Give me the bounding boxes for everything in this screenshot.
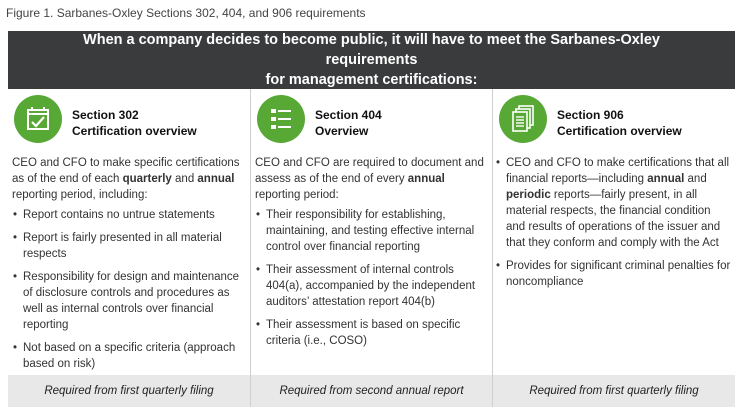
requirement-footer: Required from second annual report <box>251 375 492 407</box>
section-subtitle: Certification overview <box>72 124 197 138</box>
checkbox-calendar-icon <box>14 95 62 143</box>
bullet-list <box>495 155 731 290</box>
section-body <box>12 155 242 379</box>
section-subtitle: Certification overview <box>557 124 682 138</box>
section-title <box>315 107 382 139</box>
bullet-item <box>495 258 731 290</box>
header-banner <box>8 31 735 89</box>
bullet-item <box>12 230 242 262</box>
intro-paragraph <box>12 155 242 203</box>
text-run: Their assessment of internal controls 404(a), accompanied by the independent auditors’ attestation report 404(b) <box>266 264 476 308</box>
section-number: Section 906 <box>557 108 624 122</box>
banner-line-1: When a company decides to become public, it will have to meet the Sarbanes-Oxley requirements <box>83 32 660 68</box>
section-subtitle: Overview <box>315 124 369 138</box>
intro-paragraph <box>255 155 485 203</box>
figure-caption: Figure 1. Sarbanes-Oxley Sections 302, 404, and 906 requirements <box>6 6 366 20</box>
text-run: Not based on a specific criteria (approach based on risk) <box>23 342 236 370</box>
requirement-footer: Required from first quarterly filing <box>493 375 735 407</box>
text-run: CEO and CFO are required to document and assess as of the end of every <box>255 157 484 185</box>
section-body <box>495 155 731 297</box>
text-run: Their responsibility for establishing, maintaining, and testing effective internal control over financial reporting <box>266 209 475 253</box>
text-run: Their assessment is based on specific criteria (i.e., COSO) <box>266 319 461 347</box>
section-title <box>72 107 197 139</box>
bullet-item <box>255 262 485 310</box>
text-run: CEO and CFO to make certifications that all financial reports—including <box>506 157 730 185</box>
bullet-list <box>12 207 242 372</box>
section-body <box>255 155 485 356</box>
banner-line-2: for management certifications: <box>265 72 478 88</box>
text-run: and <box>171 173 198 185</box>
section-906-column <box>492 89 735 407</box>
text-run: reporting period, including: <box>12 189 148 201</box>
text-run: Report contains no untrue statements <box>23 209 215 221</box>
bullet-item <box>255 207 485 255</box>
bullet-item <box>495 155 731 251</box>
bullet-list <box>255 207 485 349</box>
text-run: Report is fairly presented in all material respects <box>23 232 222 260</box>
banner-text <box>52 30 692 90</box>
section-number: Section 404 <box>315 108 382 122</box>
text-run: Responsibility for design and maintenance of disclosure controls and procedures as well as internal controls over financial reporting <box>23 271 240 331</box>
text-run: and <box>684 173 707 185</box>
emphasis-text: periodic <box>506 189 551 201</box>
emphasis-text: quarterly <box>122 173 172 185</box>
section-302-column <box>8 89 250 407</box>
checklist-icon <box>257 95 305 143</box>
text-run: reporting period: <box>255 189 339 201</box>
emphasis-text: annual <box>407 173 445 185</box>
text-run: CEO and CFO to make specific certifications as of the end of each <box>12 157 240 185</box>
bullet-item <box>12 340 242 372</box>
section-404-column <box>250 89 492 407</box>
section-title <box>557 107 682 139</box>
bullet-item <box>255 317 485 349</box>
bullet-item <box>12 207 242 223</box>
section-number: Section 302 <box>72 108 139 122</box>
text-run: reports—fairly present, in all material respects, the financial condition and results of operations of the issuer and that they conform and comply with the Act <box>506 189 721 249</box>
text-run: Provides for significant criminal penalties for noncompliance <box>506 260 731 288</box>
emphasis-text: annual <box>197 173 235 185</box>
documents-icon <box>499 95 547 143</box>
emphasis-text: annual <box>647 173 685 185</box>
requirement-footer: Required from first quarterly filing <box>8 375 250 407</box>
bullet-item <box>12 269 242 333</box>
